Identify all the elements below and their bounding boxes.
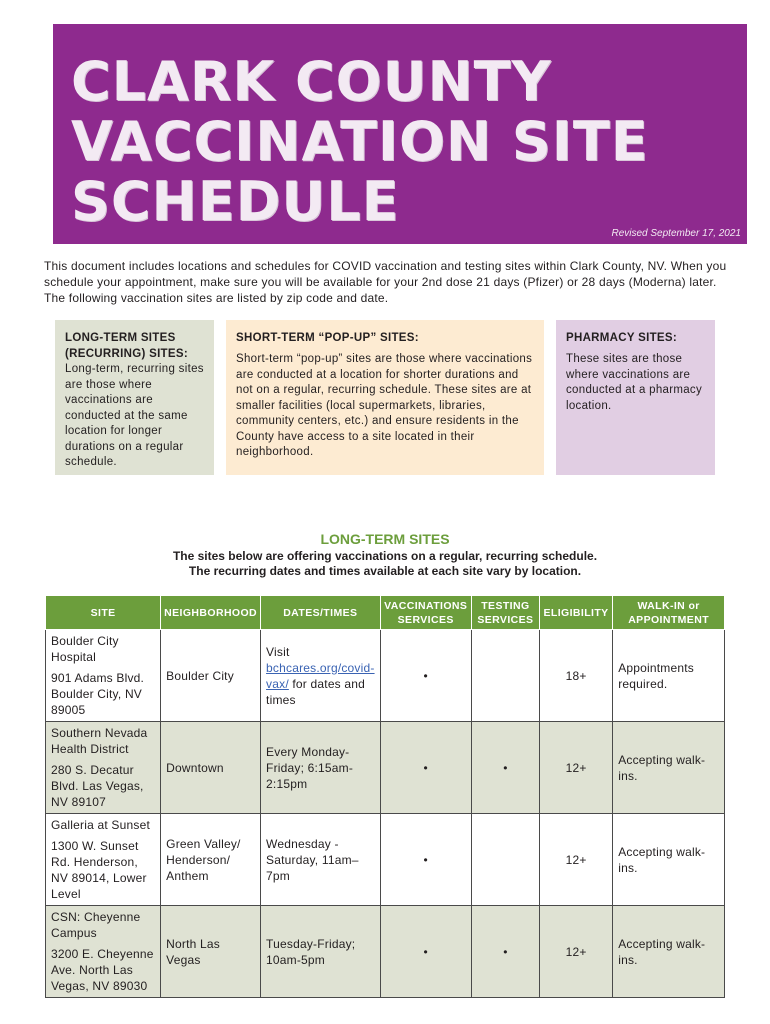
col-header-neighborhood: NEIGHBORHOOD: [161, 596, 261, 630]
long-term-box-body: Long-term, recurring sites are those where vaccinations are conducted at the same location for longer durations on a regular schedule.: [65, 363, 204, 468]
short-term-box-body: Short-term “pop-up” sites are those where vaccinations are conducted at a location for shorter durations and not on a regular, recurring schedule. These sites are at smaller facilities (local supermarkets, libraries, community centers, etc.) and ensure residents in the County have access to a site located in their neighborhood.: [236, 353, 533, 458]
section-subtitle-line-2: The recurring dates and times available at each site vary by location.: [188, 564, 582, 578]
section-subtitle: [0, 549, 770, 579]
site-name: Boulder City Hospital: [51, 634, 119, 664]
vaccinations-cell: •: [380, 814, 471, 906]
section-subtitle-line-1: The sites below are offering vaccinations on a regular, recurring schedule.: [172, 549, 598, 563]
table-row: [46, 722, 725, 814]
neighborhood-cell: North Las Vegas: [161, 906, 261, 998]
testing-cell: •: [471, 722, 539, 814]
intro-paragraph: This document includes locations and schedules for COVID vaccination and testing sites within Clark County, NV. When you schedule your appointment, make sure you will be available for your 2nd dose 21 days (Pfizer) or 28 days (Moderna) later. The following vaccination sites are listed by zip code and date.: [44, 259, 727, 305]
site-address: 901 Adams Blvd. Boulder City, NV 89005: [51, 671, 145, 717]
site-address: 1300 W. Sunset Rd. Henderson, NV 89014, Lower Level: [51, 839, 147, 901]
col-header-walkin: WALK-IN or APPOINTMENT: [613, 596, 725, 630]
dates-cell: Wednesday -Saturday, 11am–7pm: [261, 814, 381, 906]
testing-cell: [471, 630, 539, 722]
site-cell: [46, 814, 161, 906]
neighborhood-cell: Green Valley/ Henderson/ Anthem: [161, 814, 261, 906]
site-cell: [46, 906, 161, 998]
section-title: LONG-TERM SITES: [320, 531, 450, 547]
eligibility-cell: 12+: [539, 906, 612, 998]
walkin-cell: Appointments required.: [613, 630, 725, 722]
long-term-info-box: [55, 320, 214, 475]
walkin-cell: Accepting walk-ins.: [613, 906, 725, 998]
col-header-site: SITE: [46, 596, 161, 630]
col-header-eligibility: ELIGIBILITY: [539, 596, 612, 630]
col-header-dates: DATES/TIMES: [261, 596, 381, 630]
neighborhood-cell: Boulder City: [161, 630, 261, 722]
site-cell: [46, 722, 161, 814]
bchcares-link[interactable]: bchcares.org/covid-vax/: [266, 660, 375, 691]
walkin-cell: Accepting walk-ins.: [613, 814, 725, 906]
pharmacy-box-title: PHARMACY SITES:: [566, 332, 677, 344]
dates-prefix: Visit: [266, 644, 290, 659]
site-address: 3200 E. Cheyenne Ave. North Las Vegas, NV 89030: [51, 947, 154, 993]
title-line-3: SCHEDULE: [71, 170, 400, 233]
site-name: CSN: Cheyenne Campus: [51, 910, 141, 940]
title-line-1: CLARK COUNTY: [71, 50, 552, 113]
dates-cell: Every Monday-Friday; 6:15am-2:15pm: [261, 722, 381, 814]
header-banner: [53, 24, 747, 244]
dates-suffix: for dates and times: [266, 676, 366, 707]
eligibility-cell: 18+: [539, 630, 612, 722]
vaccinations-cell: •: [380, 722, 471, 814]
pharmacy-box-body: These sites are those where vaccinations are conducted at a pharmacy location.: [566, 353, 703, 412]
title-line-2: VACCINATION SITE: [71, 110, 649, 173]
col-header-testing: TESTING SERVICES: [471, 596, 539, 630]
site-address: 280 S. Decatur Blvd. Las Vegas, NV 89107: [51, 763, 144, 809]
pharmacy-info-box: [556, 320, 715, 475]
short-term-info-box: [226, 320, 544, 475]
long-term-sites-table: [45, 595, 725, 998]
dates-cell: Tuesday-Friday; 10am-5pm: [261, 906, 381, 998]
site-name: Southern Nevada Health District: [51, 726, 148, 756]
site-cell: [46, 630, 161, 722]
long-term-box-title: LONG-TERM SITES (RECURRING) SITES:: [65, 332, 188, 360]
site-name: Galleria at Sunset: [51, 818, 150, 832]
testing-cell: [471, 814, 539, 906]
walkin-cell: Accepting walk-ins.: [613, 722, 725, 814]
page-title: [71, 52, 711, 232]
col-header-vaccinations: VACCINATIONS SERVICES: [380, 596, 471, 630]
table-row: [46, 906, 725, 998]
table-row: [46, 630, 725, 722]
vaccinations-cell: •: [380, 630, 471, 722]
neighborhood-cell: Downtown: [161, 722, 261, 814]
vaccinations-cell: •: [380, 906, 471, 998]
table-row: [46, 814, 725, 906]
testing-cell: •: [471, 906, 539, 998]
revised-date: Revised September 17, 2021: [611, 228, 741, 239]
eligibility-cell: 12+: [539, 814, 612, 906]
dates-cell: [261, 630, 381, 722]
short-term-box-title: SHORT-TERM “POP-UP” SITES:: [236, 332, 419, 344]
table-header-row: [46, 596, 725, 630]
eligibility-cell: 12+: [539, 722, 612, 814]
